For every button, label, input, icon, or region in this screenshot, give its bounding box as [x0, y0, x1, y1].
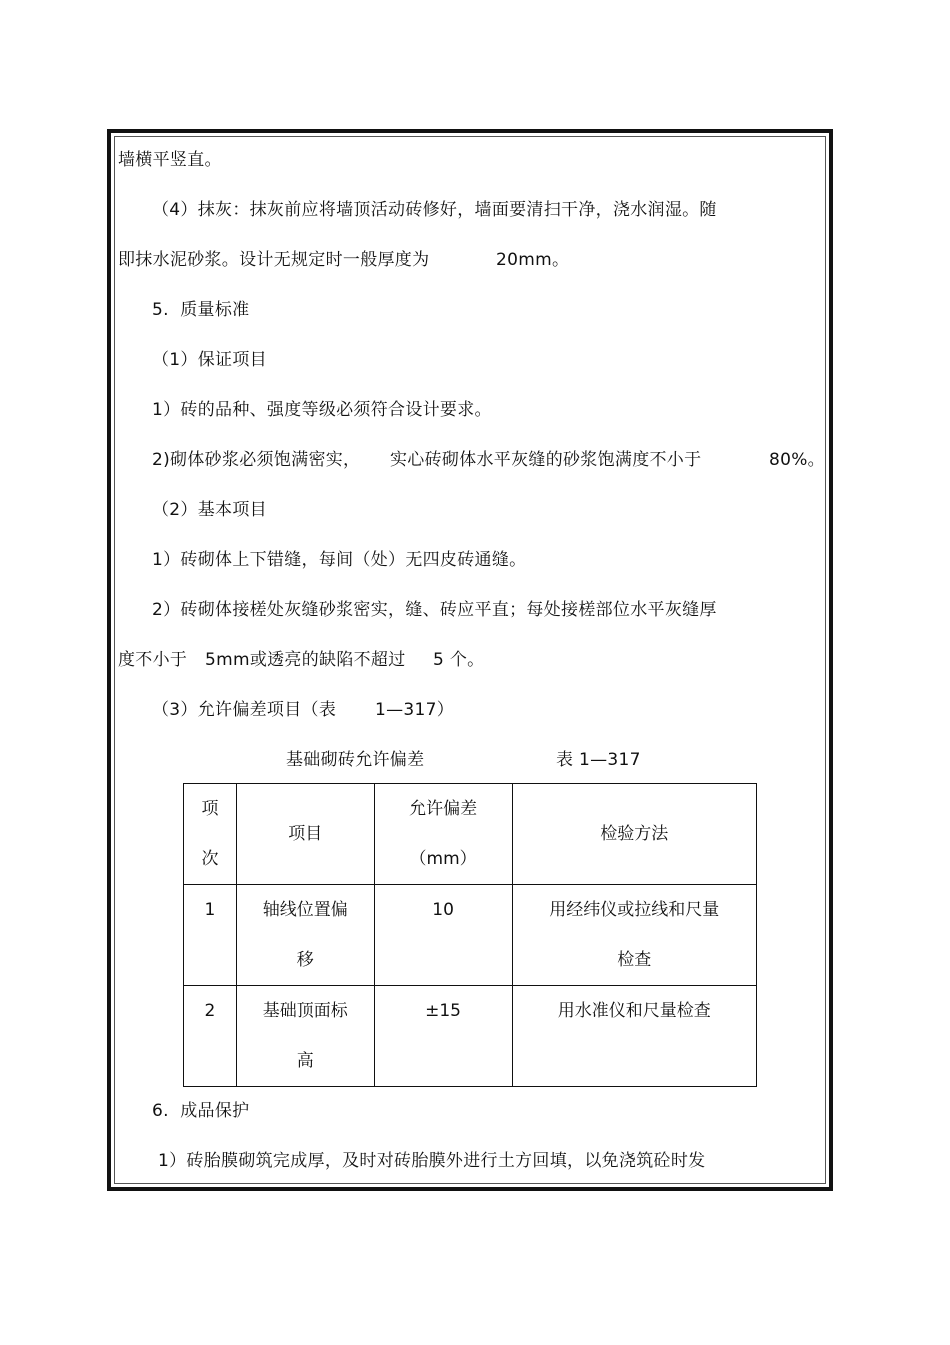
- paragraph: 1）砖砌体上下错缝，每间（处）无四皮砖通缝。: [152, 550, 527, 570]
- row-index: [184, 885, 237, 986]
- row-tolerance-value: ±15: [425, 1001, 462, 1021]
- subsection-heading: （3）允许偏差项目（表: [152, 700, 337, 720]
- paragraph-value: 5 个。: [433, 650, 485, 670]
- paragraph: 墙横平竖直。: [118, 150, 222, 170]
- paragraph: 5mm或透亮的缺陷不超过: [205, 650, 406, 670]
- table-caption: 基础砌砖允许偏差: [286, 750, 425, 770]
- row-index: [184, 986, 237, 1087]
- header-index-line2: 次: [201, 849, 219, 869]
- row-method-line1: 用水准仪和尺量检查: [557, 1001, 711, 1021]
- paragraph: 度不小于: [118, 650, 188, 670]
- row-method: [512, 885, 757, 986]
- section-heading: 5. 质量标准: [152, 300, 250, 320]
- subsection-heading: （1）保证项目: [152, 350, 267, 370]
- row-item-line1: 基础顶面标: [262, 1001, 348, 1021]
- paragraph-value: 80%。: [769, 450, 825, 470]
- header-tolerance-line1: 允许偏差: [409, 799, 478, 819]
- deviation-table: [183, 783, 757, 1087]
- header-item: [236, 784, 374, 885]
- paragraph: 即抹水泥砂浆。设计无规定时一般厚度为: [118, 250, 430, 270]
- paragraph-value: 20mm。: [496, 250, 570, 270]
- header-method: [512, 784, 757, 885]
- header-index: [184, 784, 237, 885]
- row-item: [236, 986, 374, 1087]
- row-tolerance-value: 10: [432, 900, 454, 920]
- paragraph: （4）抹灰：抹灰前应将墙顶活动砖修好，墙面要清扫干净，浇水润湿。随: [152, 200, 717, 220]
- table-header-row: [184, 784, 757, 885]
- row-index-value: 1: [204, 900, 216, 920]
- row-item: [236, 885, 374, 986]
- table-row: [184, 986, 757, 1087]
- header-index-line1: 项: [201, 799, 219, 819]
- row-tolerance: [374, 885, 512, 986]
- section-heading: 6. 成品保护: [152, 1101, 250, 1121]
- row-item-line2: 高: [296, 1051, 314, 1071]
- row-method-line1: 用经纬仪或拉线和尺量: [549, 900, 720, 920]
- paragraph: 1）砖的品种、强度等级必须符合设计要求。: [152, 400, 492, 420]
- row-index-value: 2: [204, 1001, 216, 1021]
- paragraph: 2）砖砌体接槎处灰缝砂浆密实，缝、砖应平直；每处接槎部位水平灰缝厚: [152, 600, 717, 620]
- header-tolerance-line2: （mm）: [409, 849, 477, 869]
- row-item-line2: 移: [296, 950, 314, 970]
- header-item-label: 项目: [288, 824, 323, 844]
- subsection-heading: 1—317）: [375, 700, 455, 720]
- subsection-heading: （2）基本项目: [152, 500, 267, 520]
- header-tolerance: [374, 784, 512, 885]
- row-method: [512, 986, 757, 1087]
- row-method-line2: 检查: [617, 950, 652, 970]
- paragraph: 实心砖砌体水平灰缝的砂浆饱满度不小于: [390, 450, 702, 470]
- paragraph: 1）砖胎膜砌筑完成厚，及时对砖胎膜外进行土方回填，以免浇筑砼时发: [158, 1151, 706, 1171]
- table-row: [184, 885, 757, 986]
- row-tolerance: [374, 986, 512, 1087]
- paragraph: 2)砌体砂浆必须饱满密实，: [152, 450, 361, 470]
- header-method-label: 检验方法: [600, 824, 669, 844]
- row-item-line1: 轴线位置偏: [262, 900, 348, 920]
- table-number: 表 1—317: [556, 750, 641, 770]
